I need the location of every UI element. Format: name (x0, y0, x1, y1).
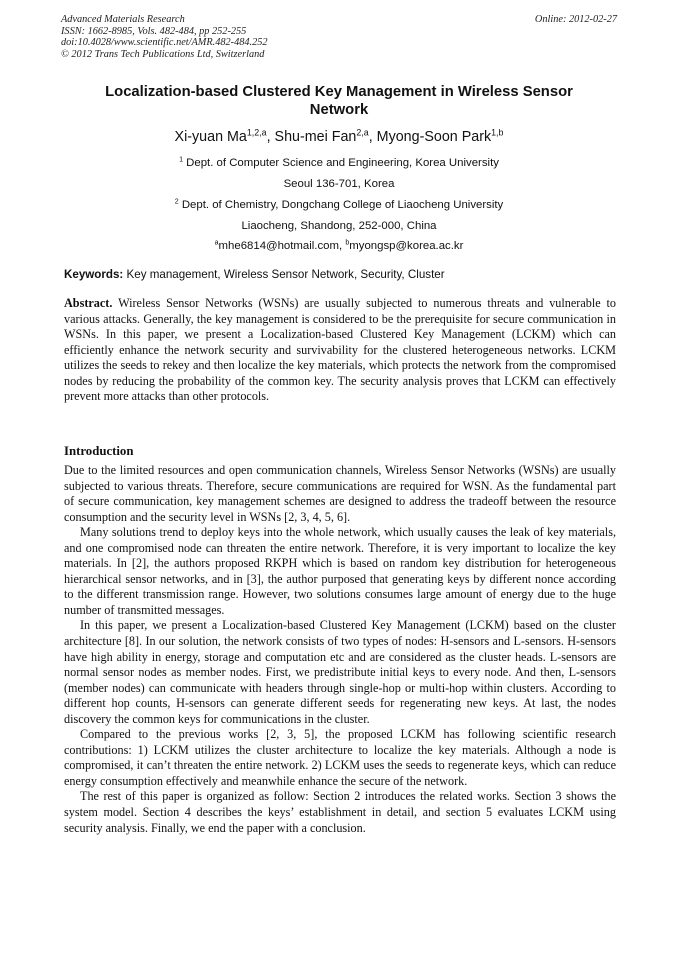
paper-title: Localization-based Clustered Key Management in Wireless Sensor Network (105, 84, 573, 118)
author-name: Shu-mei Fan (274, 129, 357, 145)
affiliation-2-line-2: Liaocheng, Shandong, 252-000, China (241, 220, 437, 232)
paragraph: Due to the limited resources and open communication channels, Wireless Sensor Networks (WSNs) are usually subjected to various threats. Therefore, secure communications are required for WSN. As the fundamental part of secure communication, key management schemes are designed to address the tradeoff between the resource consumption and the security level in WSNs [2, 3, 4, 5, 6]. (64, 463, 616, 524)
email-line (0, 240, 678, 252)
email-sup: a (214, 239, 219, 247)
journal-name: Advanced Materials Research (61, 14, 185, 25)
author-affiliation-sup: 2,a (356, 127, 369, 138)
journal-issn: ISSN: 1662-8985, Vols. 482-484, pp 252-255 (61, 25, 247, 37)
journal-copyright: © 2012 Trans Tech Publications Ltd, Switzerland (61, 48, 265, 60)
keywords-label: Keywords: (64, 268, 124, 281)
affiliation-2-line-1: $^2$ Dept. of Chemistry, Dongchang College of Liaocheng University (174, 198, 504, 211)
paragraph: In this paper, we present a Localization-based Clustered Key Management (LCKM) based on the cluster architecture [8]. In our solution, the network consists of two types of nodes: H-sensors and L-sensors. H-sensors have high ability in energy, storage and computation etc and are considered as the cluster heads. L-sensors are normal sensor nodes as member nodes. First, we predistribute initial keys to every node. And then, L-sensors (member nodes) can communicate with headers through single-hop or multi-hop within clusters. According to different hop counts, H-sensors can generate different seeds for regenerating new keys. At last, the nodes discovery the common keys for communications in the cluster. (64, 618, 616, 726)
keywords-text: Key management, Wireless Sensor Network, Security, Cluster (126, 268, 445, 281)
abstract-label: Abstract. (64, 296, 113, 310)
online-date: Online: 2012-02-27 (534, 14, 617, 25)
keywords (64, 268, 616, 281)
introduction-body (64, 463, 616, 836)
email-address[interactable]: mhe6814@hotmail.com (218, 240, 339, 252)
email-address[interactable]: myongsp@korea.ac.kr (349, 240, 464, 252)
author-separator: , (368, 129, 377, 145)
email-sup: b (345, 239, 350, 247)
affiliation-sup: 1 (179, 156, 183, 164)
author-list (0, 129, 678, 145)
abstract (64, 296, 616, 405)
author-name: Xi-yuan Ma (174, 129, 247, 145)
journal-header (61, 14, 617, 60)
section-heading-introduction: Introduction (64, 444, 134, 458)
author-name: Myong-Soon Park (376, 129, 492, 145)
affiliation-1-line-1: $^1$ Dept. of Computer Science and Engineering, Korea University (179, 156, 499, 169)
affiliation-sup: 2 (174, 198, 179, 206)
author-separator: , (266, 129, 275, 145)
paragraph: Compared to the previous works [2, 3, 5], the proposed LCKM has following scientific research contributions: 1) LCKM utilizes the cluster architecture to localize the key materials. Although a node is compromised, it can’t threaten the entire network. 2) LCKM uses the seeds to regenerate keys, which can reduce energy consumption effectively and meanwhile enhance the secure of the network. (64, 727, 616, 788)
paragraph: The rest of this paper is organized as follow: Section 2 introduces the related works. Section 3 shows the system model. Section 4 describes the keys’ establishment in detail, and section 5 evaluates LCKM using security analysis. Finally, we end the paper with a conclusion. (64, 789, 616, 835)
author-affiliation-sup: 1,2,a (246, 127, 267, 138)
author-affiliation-sup: 1,b (491, 127, 504, 138)
paragraph: Many solutions trend to deploy keys into the whole network, which usually causes the leak of key materials, and one compromised node can threaten the entire network. Therefore, it is very important to localize the key materials. In [2], the authors proposed RKPH which is based on random key distribution for heterogeneous hierarchical sensor networks, and in [3], the author purposed that generating keys by different nonce according to the different transmission range. However, two solutions consumes large amount of energy due to the huge number of transmitted messages. (64, 525, 616, 617)
journal-doi: doi:10.4028/www.scientific.net/AMR.482-484.252 (61, 37, 268, 49)
abstract-text: Wireless Sensor Networks (WSNs) are usually subjected to numerous threats and vulnerable to various attacks. Generally, the key management is considered to be the prerequisite for secure communication in WSNs. In this paper, we present a Localization-based Clustered Key Management (LCKM) which can efficiently enhance the network security and survivability for the clustered heterogeneous networks. LCKM utilizes the seeds to rekey and then localize the key materials, which protects the network from the compromised nodes by reducing the probability of the common key. The security analysis proves that LCKM can effectively prevent more attacks than other protocols. (64, 296, 616, 404)
affiliation-1-line-2: Seoul 136-701, Korea (283, 178, 395, 190)
email-separator: , (339, 240, 346, 252)
